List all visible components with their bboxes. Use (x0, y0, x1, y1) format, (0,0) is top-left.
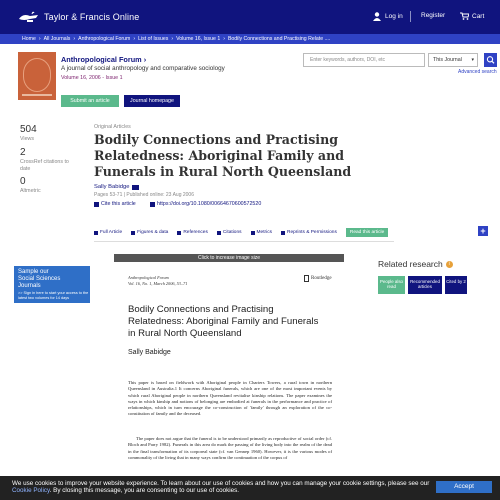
login-link[interactable] (373, 12, 403, 21)
search-scope-select[interactable] (428, 53, 478, 67)
breadcrumb-home[interactable]: Home (22, 35, 36, 42)
cookie-text-1: We use cookies to improve your website experience. To learn about our use of cookies and how you can manage your cookie settings, please see our (12, 480, 430, 487)
bar-chart-icon (251, 231, 255, 235)
preview-paragraph-1: This paper is based on fieldwork with Aboriginal people in Charters Towers, a rural town in northern Queensland in Australia.1 It concerns Aboriginal funerals, which are one of the most important events by which rural Aboriginal people in northern Queensland revitalise kinship relations. The paper examines the ways in which kinship and notions of belonging are embodied at funerals in the performance and practice of relationships, which in turn encourage the co-construction of 'family' through an exploration of the co-constitution of family and the deceased. (128, 380, 332, 417)
ad-line-4: >> Sign in here to start your access to the latest two volumes for 14 days (18, 291, 89, 300)
journal-title[interactable]: Anthropological Forum › (61, 55, 147, 64)
breadcrumb-all-journals[interactable]: All Journals (43, 35, 71, 42)
cart-label: Cart (472, 12, 485, 20)
logo-text: Taylor & Francis Online (44, 12, 140, 22)
article-title: Bodily Connections and Practising Relatedness: Aboriginal Family and Funerals in Rural North Queensland (94, 132, 352, 179)
cite-label: Cite this article (101, 201, 136, 207)
document-icon (94, 231, 98, 235)
tab-people-also-read[interactable]: People also read (378, 276, 405, 294)
doi-label: https://doi.org/10.1080/00664670600572520 (157, 201, 262, 207)
login-label: Log in (385, 13, 403, 20)
envelope-icon (132, 185, 139, 190)
tab-label: Full Article (100, 230, 123, 235)
tab-label: Metrics (256, 230, 272, 235)
related-research-tabs (378, 276, 470, 294)
user-icon (373, 12, 381, 21)
breadcrumb (22, 36, 330, 42)
related-research-heading (378, 259, 453, 269)
expand-plus-button[interactable]: + (478, 226, 488, 236)
chevron-right-icon: › (171, 35, 174, 42)
search-icon (484, 53, 497, 67)
preview-volume: Vol. 16, No. 1, March 2006, 53–71 (128, 281, 188, 286)
tab-recommended-articles[interactable]: Recommended articles (408, 276, 442, 294)
submit-article-button[interactable]: Submit an article (61, 95, 119, 107)
breadcrumb-issues[interactable]: List of Issues (138, 35, 169, 42)
chevron-right-icon: › (133, 35, 136, 42)
article-tabs (94, 227, 397, 238)
ad-line-1: Sample our (18, 269, 49, 275)
altmetric-label[interactable]: Altmetric (20, 188, 41, 194)
citations-count[interactable]: 2 (20, 147, 26, 158)
tab-label: References (183, 230, 208, 235)
article-pages: Pages 53-71 | Published online: 23 Aug 2006 (94, 192, 194, 198)
search-input[interactable] (303, 53, 425, 67)
cookie-text-2: . By closing this message, you are consenting to our use of cookies. (49, 487, 240, 494)
tab-cited-by[interactable]: Cited by 2 (445, 276, 467, 294)
cite-article-link[interactable] (94, 201, 136, 207)
cookie-policy-link[interactable]: Cookie Policy (12, 487, 50, 494)
search-scope-value: This Journal (433, 57, 462, 63)
header-divider (410, 11, 411, 22)
cart-link[interactable] (460, 12, 484, 20)
site-header (0, 0, 500, 34)
views-count: 504 (20, 124, 37, 135)
doi-link[interactable] (150, 201, 261, 207)
journal-volume[interactable]: Volume 16, 2006 - Issue 1 (61, 75, 123, 81)
site-logo[interactable] (18, 10, 139, 24)
altmetric-count[interactable]: 0 (20, 176, 26, 187)
quote-icon (94, 202, 99, 207)
breadcrumb-bar (0, 34, 500, 44)
increase-image-size-bar[interactable]: Click to increase image size (114, 254, 344, 262)
tab-label: Figures & data (137, 230, 169, 235)
tab-read-article[interactable]: Read this article (346, 228, 388, 237)
search-button[interactable] (484, 53, 497, 67)
tab-reprints[interactable] (281, 230, 337, 235)
views-label: Views (20, 136, 35, 142)
tab-full-article[interactable] (94, 230, 122, 235)
preview-author: Sally Babidge (128, 349, 171, 356)
journal-subtitle: A journal of social anthropology and comparative sociology (61, 65, 225, 72)
register-label: Register (421, 12, 446, 19)
printer-icon (281, 231, 285, 235)
preview-title: Bodily Connections and Practising Relatedness: Aboriginal Family and Funerals in Rural North Queensland (128, 304, 319, 340)
image-icon (131, 231, 135, 235)
cover-title-strip (22, 94, 52, 96)
tab-label: Citations (222, 230, 242, 235)
journal-homepage-button[interactable]: Journal homepage (124, 95, 180, 107)
citations-label[interactable]: CrossRef citations to date (20, 159, 69, 172)
tabs-divider (94, 241, 394, 242)
lamp-logo-icon (18, 10, 40, 24)
accept-cookies-button[interactable]: Accept (436, 481, 492, 493)
advanced-search-link[interactable]: Advanced search (458, 69, 497, 75)
publisher-logo (304, 275, 332, 282)
preview-paragraph-2: The paper does not argue that the funeral is to be understood primarily as reproductive of social order (cf. Bloch and Parry 1982). Funerals in this area do mark the passing of the living body into the realm of the dead in the final transformation of its corporeal state (cf. van Gennep 1960). However, it is the various modes of commonality of the living that in many ways confirm the continuation of the corpus of (128, 436, 332, 460)
breadcrumb-issue[interactable]: Volume 16, Issue 1 (176, 35, 221, 42)
publisher-name: Routledge (311, 276, 332, 281)
routledge-icon (304, 275, 309, 282)
cart-icon (460, 12, 469, 20)
references-icon (177, 231, 181, 235)
sample-journals-ad[interactable] (14, 266, 90, 303)
tab-citations[interactable] (217, 230, 242, 235)
quote-icon (217, 231, 221, 235)
tab-references[interactable] (177, 230, 208, 235)
cover-emblem (23, 58, 51, 92)
journal-cover-image[interactable] (18, 52, 56, 100)
cookie-banner (0, 476, 500, 500)
tab-label: Reprints & Permissions (287, 230, 337, 235)
article-type: Original Articles (94, 124, 131, 130)
author-name: Sally Babidge (94, 184, 130, 190)
breadcrumb-current: Bodily Connections and Practising Relate .... (227, 35, 331, 42)
cookie-message (12, 480, 432, 494)
ad-line-2: Social Sciences (18, 276, 61, 282)
ad-line-3: Journals (18, 283, 41, 289)
related-research-title: Related research (378, 259, 443, 269)
tab-figures[interactable] (131, 230, 168, 235)
chevron-down-icon: ▾ (471, 57, 474, 63)
register-link[interactable] (421, 12, 445, 19)
first-page-preview[interactable] (114, 262, 344, 500)
chevron-right-icon: › (223, 35, 225, 42)
chevron-right-icon: › (38, 35, 41, 42)
tab-metrics[interactable] (251, 230, 272, 235)
preview-journal: Anthropological Forum (128, 275, 169, 280)
external-link-icon (150, 202, 155, 207)
author-link[interactable] (94, 184, 139, 190)
chevron-right-icon: › (73, 35, 76, 42)
info-icon[interactable]: i (446, 261, 453, 268)
breadcrumb-journal[interactable]: Anthropological Forum (78, 35, 131, 42)
